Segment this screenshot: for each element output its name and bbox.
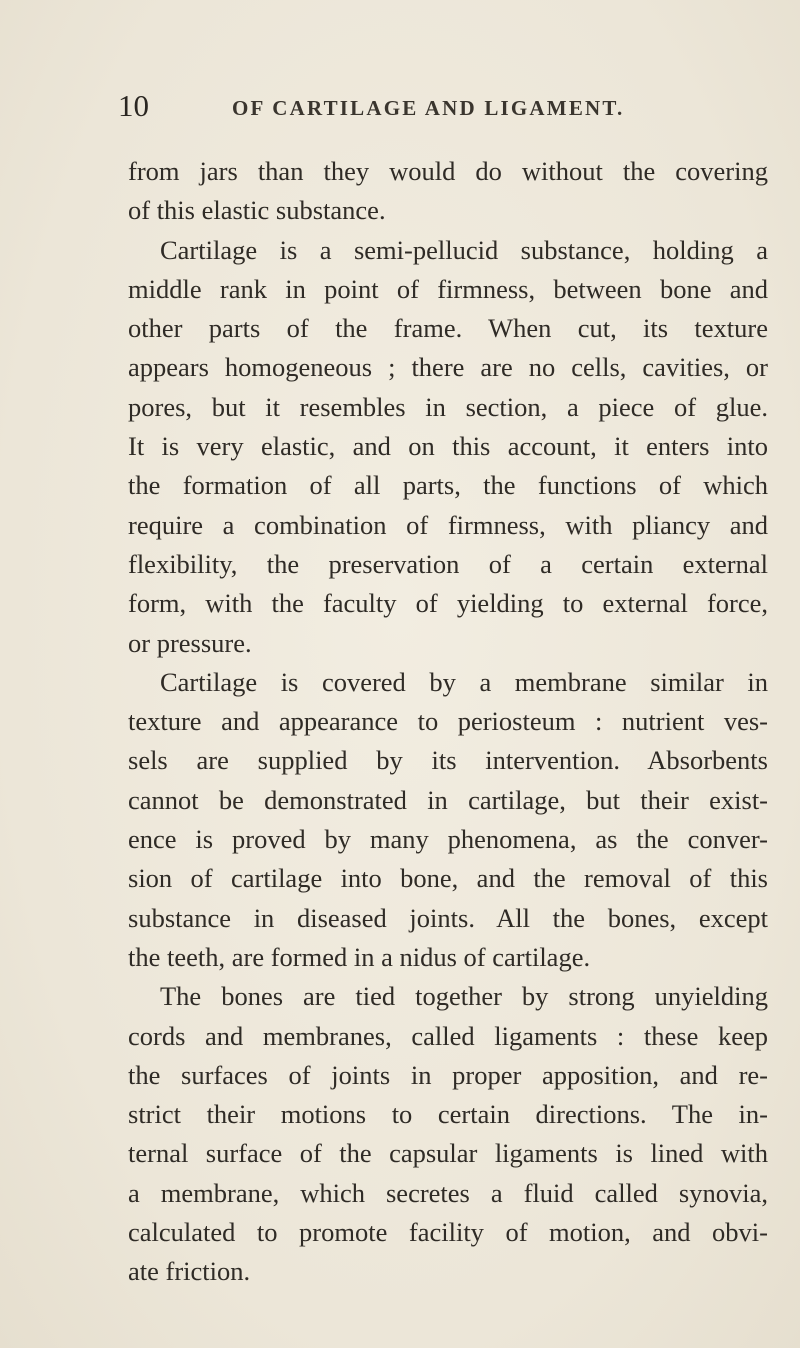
text-line: of this elastic substance. xyxy=(128,195,386,226)
text-line: cords and membranes, called ligaments : these keep xyxy=(128,1020,768,1051)
page-header xyxy=(118,86,718,126)
text-line: require a combination of firmness, with pliancy and xyxy=(128,509,768,540)
text-line: a membrane, which secretes a fluid called synovia, xyxy=(128,1177,768,1208)
text-line: ternal surface of the capsular ligaments is lined with xyxy=(128,1138,768,1169)
page-number: 10 xyxy=(118,88,149,123)
body-text xyxy=(128,152,768,1292)
running-title: OF CARTILAGE AND LIGAMENT. xyxy=(232,96,625,120)
text-line: flexibility, the preservation of a certain external xyxy=(128,548,768,579)
text-line: strict their motions to certain directions. The in- xyxy=(128,1099,768,1130)
text-line: pores, but it resembles in section, a piece of glue. xyxy=(128,391,768,422)
text-line: the formation of all parts, the functions of which xyxy=(128,470,768,501)
text-line: calculated to promote facility of motion, and obvi- xyxy=(128,1217,768,1248)
text-line: or pressure. xyxy=(128,627,252,658)
text-line: from jars than they would do without the covering xyxy=(128,156,768,186)
text-line: appears homogeneous ; there are no cells, cavities, or xyxy=(128,352,768,383)
text-line: the surfaces of joints in proper apposition, and re- xyxy=(128,1059,768,1090)
text-line: the teeth, are formed in a nidus of cartilage. xyxy=(128,941,591,972)
text-line: other parts of the frame. When cut, its texture xyxy=(128,313,768,344)
text-line: Cartilage is covered by a membrane similar in xyxy=(160,666,768,697)
text-line: Cartilage is a semi-pellucid substance, holding a xyxy=(160,234,768,265)
text-line: texture and appearance to periosteum : nutrient ves- xyxy=(128,706,768,737)
text-line: ence is proved by many phenomena, as the conver- xyxy=(128,824,768,855)
text-line: ate friction. xyxy=(128,1256,251,1287)
text-line: sion of cartilage into bone, and the removal of this xyxy=(128,863,768,894)
text-line: substance in diseased joints. All the bones, except xyxy=(128,902,768,933)
text-line: middle rank in point of firmness, between bone and xyxy=(128,273,768,304)
text-line: The bones are tied together by strong unyielding xyxy=(160,981,768,1012)
text-line: sels are supplied by its intervention. Absorbents xyxy=(128,745,768,776)
text-line: form, with the faculty of yielding to external force, xyxy=(128,588,768,619)
text-line: cannot be demonstrated in cartilage, but their exist- xyxy=(128,784,768,815)
text-line: It is very elastic, and on this account, it enters into xyxy=(128,431,768,462)
